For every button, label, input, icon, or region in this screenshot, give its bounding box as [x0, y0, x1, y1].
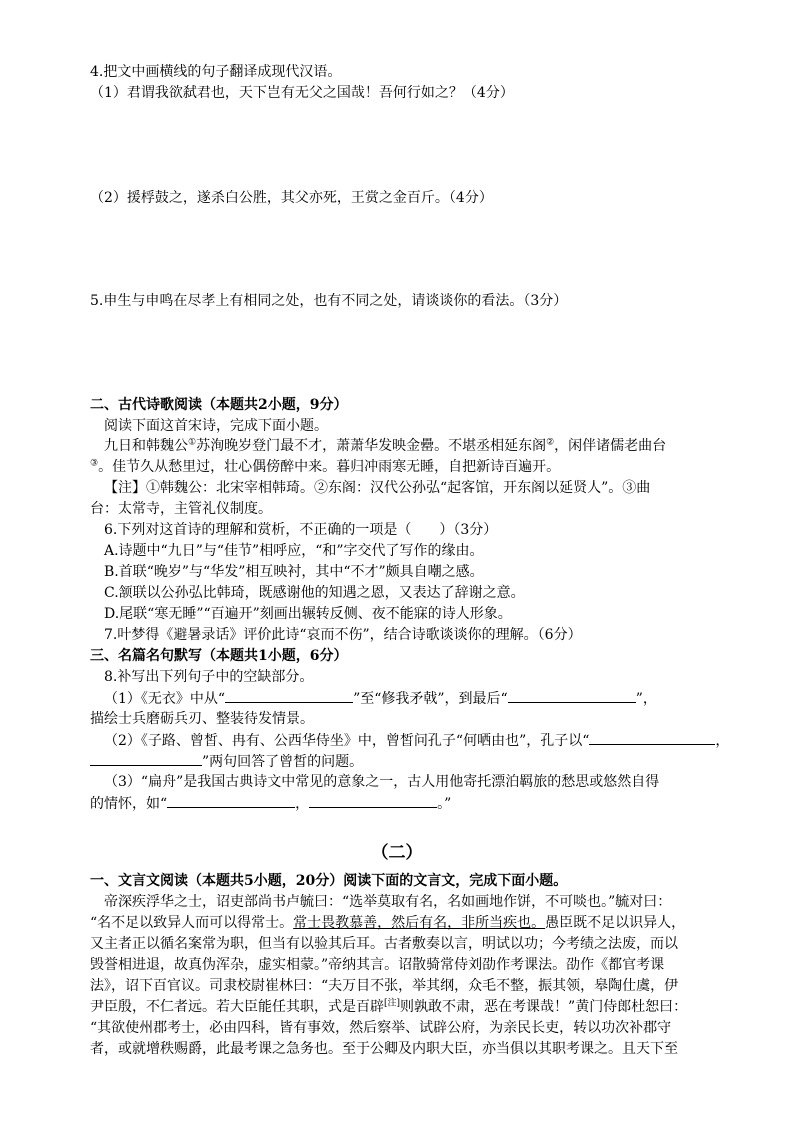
item1-line1: （1）《无衣》中从“ ”至“修我矛戟”，到最后“ ”，: [104, 688, 657, 709]
prose-line: “其欲使州郡考士，必由四科，皆有事效，然后察举、试辟公府，为亲民长吏，转以功次补郡守: [90, 1020, 672, 1036]
q6: 6.下列对这首诗的理解和赏析，不正确的一项是（ ）（3分）: [104, 522, 498, 538]
option-b: B.首联“晚岁”与“华发”相互映衬，其中“不才”颇具自嘲之感。: [104, 564, 484, 580]
note-line1: 【注】①韩魏公：北宋宰相韩琦。②东阁：汉代公孙弘“起客馆，开东阁以延贤人”。③曲: [104, 480, 651, 496]
answer-blank[interactable]: [225, 688, 353, 703]
answer-blank[interactable]: [90, 751, 202, 766]
answer-blank[interactable]: [167, 793, 295, 808]
part-title: （二）: [371, 843, 423, 863]
prose-line: 又主者正以循名案常为职，但当有以验其后耳。古者敷奏以言，明试以功；今考绩之法废，而以: [90, 936, 678, 952]
note-line2: 台：太常寺，主管礼仪制度。: [90, 501, 272, 517]
q5: 5.申生与申鸣在尽孝上有相同之处，也有不同之处，请谈谈你的看法。（3分）: [90, 293, 568, 309]
answer-blank[interactable]: [309, 793, 437, 808]
prose-line: “名不足以致异人而可以得常士。常士畏教慕善，然后有名，非所当疾也。愚臣既不足以识异人，: [90, 915, 686, 931]
prose-line: 尹臣殷，不仁者远。若大臣能任其职，式是百辟[注]则孰敢不肃，恶在考课哉！”黄门侍郎杜恕曰：: [90, 998, 688, 1015]
poem-line2: ③。佳节久从愁里过，壮心偶傍醉中来。暮归冲雨寒无睡，自把新诗百遍开。: [90, 458, 561, 475]
prose-line: 者，或就增秩赐爵，此最考课之急务也。至于公卿及内职大臣，亦当俱以其职考课之。且天下至: [90, 1041, 678, 1057]
option-d: D.尾联“寒无睡”“百遍开”刻画出辗转反侧、夜不能寐的诗人形象。: [104, 606, 512, 622]
q4-title: 4.把文中画横线的句子翻译成现代汉语。: [90, 64, 342, 80]
prose-line: 法》，诏下百官议。司隶校尉崔林曰：“夫万目不张，举其纲，众毛不整，振其领，皋陶仕虞，伊: [90, 978, 679, 994]
option-a: A.诗题中“九日”与“佳节”相呼应，“和”字交代了写作的缘由。: [104, 543, 484, 559]
item3-line2: 的情怀，如“ ， 。”: [90, 793, 451, 814]
item2-line2: ”两句回答了曾皙的问题。: [90, 751, 363, 772]
item2-line1: （2）《子路、曾皙、冉有、公西华侍坐》中，曾皙问孔子“何哂由也”，孔子以“ ，: [104, 730, 729, 751]
underlined-sentence: 常士畏教慕善，然后有名，非所当疾也。: [293, 915, 546, 931]
prose-line: 毁誉相进退，故真伪浑杂，虚实相蒙。”帝纳其言。诏散骑常侍刘劭作考课法。劭作《都官考课: [90, 957, 665, 973]
q4-sub1: （1）君谓我欲弑君也，天下岂有无父之国哉！吾何行如之？（4分）: [90, 85, 514, 101]
sec2-heading: 二、古代诗歌阅读（本题共2小题，9分）: [90, 397, 348, 413]
q4-sub2: （2）援桴鼓之，遂杀白公胜，其父亦死，王赏之金百斤。（4分）: [90, 190, 493, 206]
option-c: C.颔联以公孙弘比韩琦，既感谢他的知遇之恩，又表达了辞谢之意。: [104, 585, 525, 601]
item3-line1: （3）“扁舟”是我国古典诗文中常见的意象之一，古人用他寄托漂泊羁旅的愁思或悠然自得: [104, 774, 660, 790]
item1-line2: 描绘士兵磨砺兵刃、整装待发情景。: [90, 711, 314, 727]
q7: 7.叶梦得《避暑录话》评价此诗“哀而不伤”，结合诗歌谈谈你的理解。（6分）: [104, 627, 582, 643]
poem-line1: 九日和韩魏公①苏洵晚岁登门最不才，萧萧华发映金罍。不堪丞相延东阁②，闲伴诸儒老曲台: [104, 437, 667, 454]
answer-blank[interactable]: [508, 688, 636, 703]
q8: 8.补写出下列句子中的空缺部分。: [104, 669, 314, 685]
sec3-heading: 三、名篇名句默写（本题共1小题，6分）: [90, 648, 348, 664]
answer-blank[interactable]: [589, 730, 715, 745]
prose-line: 帝深疾浮华之士，诏吏部尚书卢毓曰：“选举莫取有名，名如画地作饼，不可啖也。”毓对曰：: [104, 894, 672, 910]
part2-heading: 一、文言文阅读（本题共5小题，20分）阅读下面的文言文，完成下面小题。: [90, 873, 568, 889]
sec2-intro: 阅读下面这首宋诗，完成下面小题。: [104, 418, 328, 434]
